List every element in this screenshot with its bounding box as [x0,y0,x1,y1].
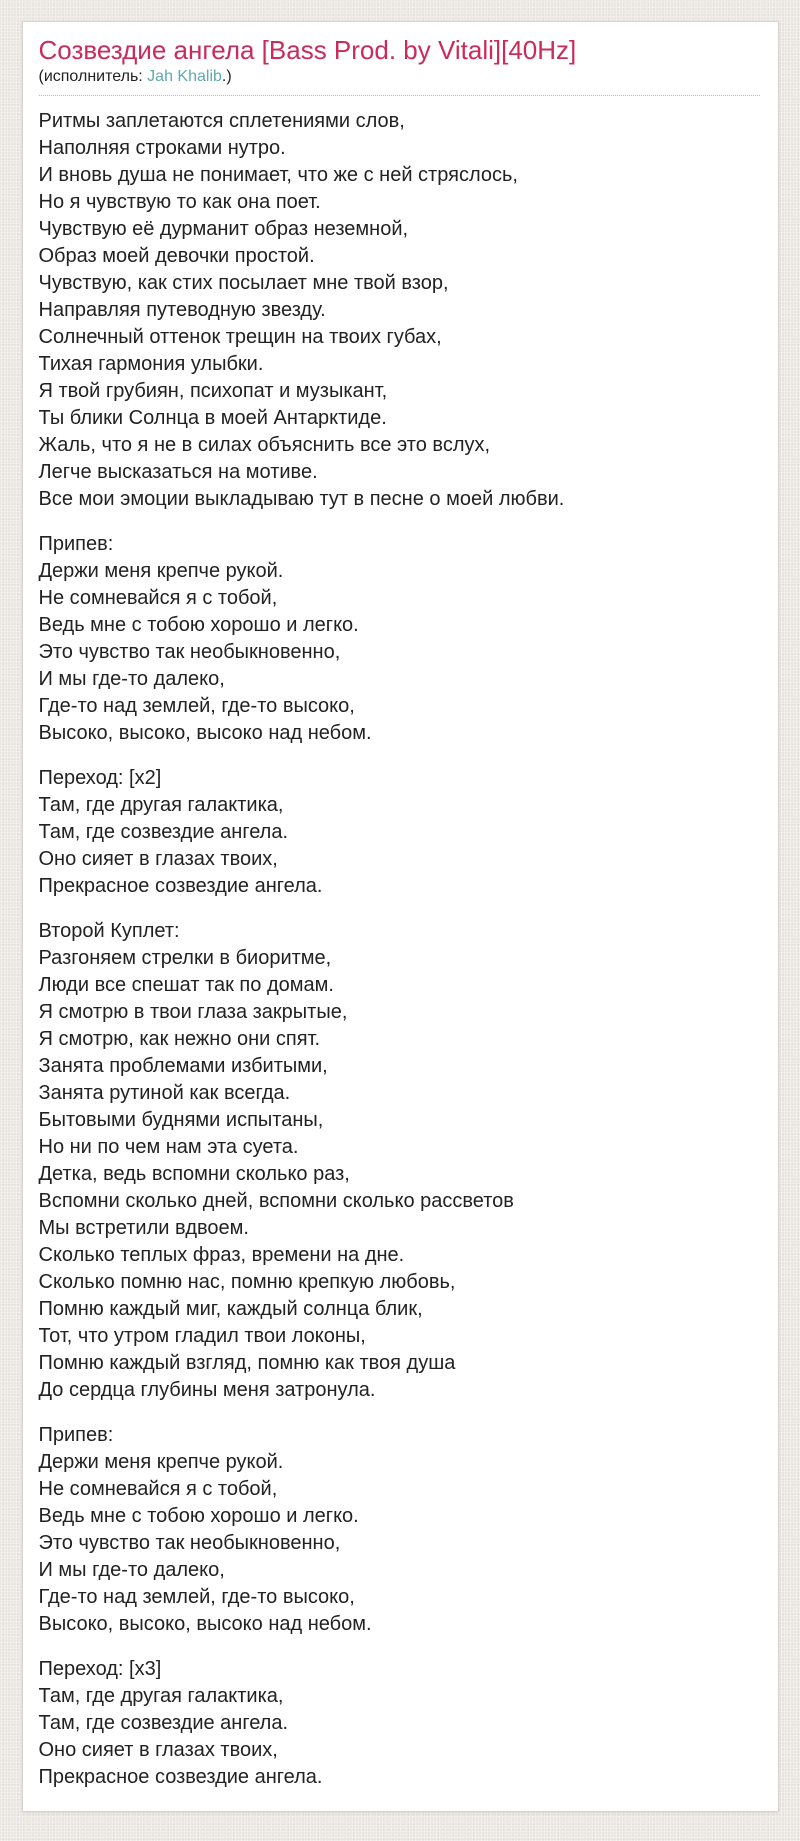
lyric-line: Разгоняем стрелки в биоритме, [38,947,332,969]
lyric-line: Переход: [x2] [38,767,162,789]
lyric-line: Вспомни сколько дней, вспомни сколько рассветов [38,1190,514,1212]
lyric-line: Не сомневайся я с тобой, [38,1478,278,1500]
lyric-line: Ритмы заплетаются сплетениями слов, [38,110,405,132]
lyric-line: Оно сияет в глазах твоих, [38,848,278,870]
lyric-line: Чувствую, как стих посылает мне твой взор, [38,272,449,294]
lyrics-card [22,21,779,1812]
lyric-line: Там, где созвездие ангела. [38,1712,289,1734]
lyric-line: Это чувство так необыкновенно, [38,641,341,663]
lyric-line: Припев: [38,533,114,555]
lyric-line: Ты блики Солнца в моей Антарктиде. [38,407,387,429]
lyric-line: Солнечный оттенок трещин на твоих губах, [38,326,442,348]
stanza [39,531,760,747]
lyric-line: Держи меня крепче рукой. [38,560,284,582]
song-title: Созвездие ангела [Bass Prod. by Vitali][40Hz] [38,35,577,65]
lyric-line: Высоко, высоко, высоко над небом. [38,1613,372,1635]
artist-link[interactable]: Jah Khalib [147,68,222,85]
lyric-line: До сердца глубины меня затронула. [38,1379,376,1401]
lyric-line: Не сомневайся я с тобой, [38,587,278,609]
stanza [39,1422,760,1638]
lyric-line: И мы где-то далеко, [38,1559,225,1581]
lyric-line: Жаль, что я не в силах объяснить все это вслух, [38,434,491,456]
artist-line-suffix: .) [221,68,232,85]
lyrics [39,96,760,1791]
lyric-line: Занята проблемами избитыми, [38,1055,328,1077]
lyric-line: Ведь мне с тобою хорошо и легко. [38,1505,359,1527]
lyric-line: Я смотрю в твои глаза закрытые, [38,1001,348,1023]
lyric-line: Тихая гармония улыбки. [38,353,264,375]
lyric-line: Мы встретили вдвоем. [38,1217,249,1239]
lyric-line: Где-то над землей, где-то высоко, [38,695,355,717]
lyric-line: Это чувство так необыкновенно, [38,1532,341,1554]
lyric-line: И вновь душа не понимает, что же с ней стряслось, [38,164,518,186]
lyric-line: Помню каждый взгляд, помню как твоя душа [38,1352,456,1374]
lyric-line: Я твой грубиян, психопат и музыкант, [38,380,388,402]
lyric-line: Образ моей девочки простой. [38,245,315,267]
lyric-line: Но ни по чем нам эта суета. [38,1136,299,1158]
lyric-line: Занята рутиной как всегда. [38,1082,291,1104]
lyric-line: Там, где другая галактика, [38,794,284,816]
lyric-line: Все мои эмоции выкладываю тут в песне о моей любви. [38,488,565,510]
lyric-line: Я смотрю, как нежно они спят. [38,1028,321,1050]
lyric-line: Там, где созвездие ангела. [38,821,289,843]
lyric-line: Люди все спешат так по домам. [38,974,334,996]
lyric-line: Прекрасное созвездие ангела. [38,875,323,897]
lyric-line: Бытовыми буднями испытаны, [38,1109,324,1131]
lyric-line: Наполняя строками нутро. [38,137,286,159]
lyric-line: Ведь мне с тобою хорошо и легко. [38,614,359,636]
lyric-line: Там, где другая галактика, [38,1685,284,1707]
lyric-line: И мы где-то далеко, [38,668,225,690]
lyric-line: Держи меня крепче рукой. [38,1451,284,1473]
lyric-line: Сколько теплых фраз, времени на дне. [38,1244,405,1266]
stanza [39,918,760,1404]
stanza [39,1656,760,1791]
artist-label: (исполнитель: [38,68,148,85]
lyric-line: Тот, что утром гладил твои локоны, [38,1325,366,1347]
artist-line [39,67,760,95]
stanza [39,108,760,513]
lyric-line: Припев: [38,1424,114,1446]
page-background [0,21,800,1841]
lyric-line: Сколько помню нас, помню крепкую любовь, [38,1271,456,1293]
lyric-line: Переход: [x3] [38,1658,162,1680]
lyric-line: Где-то над землей, где-то высоко, [38,1586,355,1608]
lyric-line: Высоко, высоко, высоко над небом. [38,722,372,744]
lyric-line: Чувствую её дурманит образ неземной, [38,218,409,240]
lyric-line: Направляя путеводную звезду. [38,299,326,321]
stanza [39,765,760,900]
lyric-line: Второй Куплет: [38,920,180,942]
lyric-line: Помню каждый миг, каждый солнца блик, [38,1298,423,1320]
lyric-line: Детка, ведь вспомни сколько раз, [38,1163,350,1185]
lyric-line: Но я чувствую то как она поет. [38,191,321,213]
lyric-line: Оно сияет в глазах твоих, [38,1739,278,1761]
lyric-line: Прекрасное созвездие ангела. [38,1766,323,1788]
lyric-line: Легче высказаться на мотиве. [38,461,318,483]
